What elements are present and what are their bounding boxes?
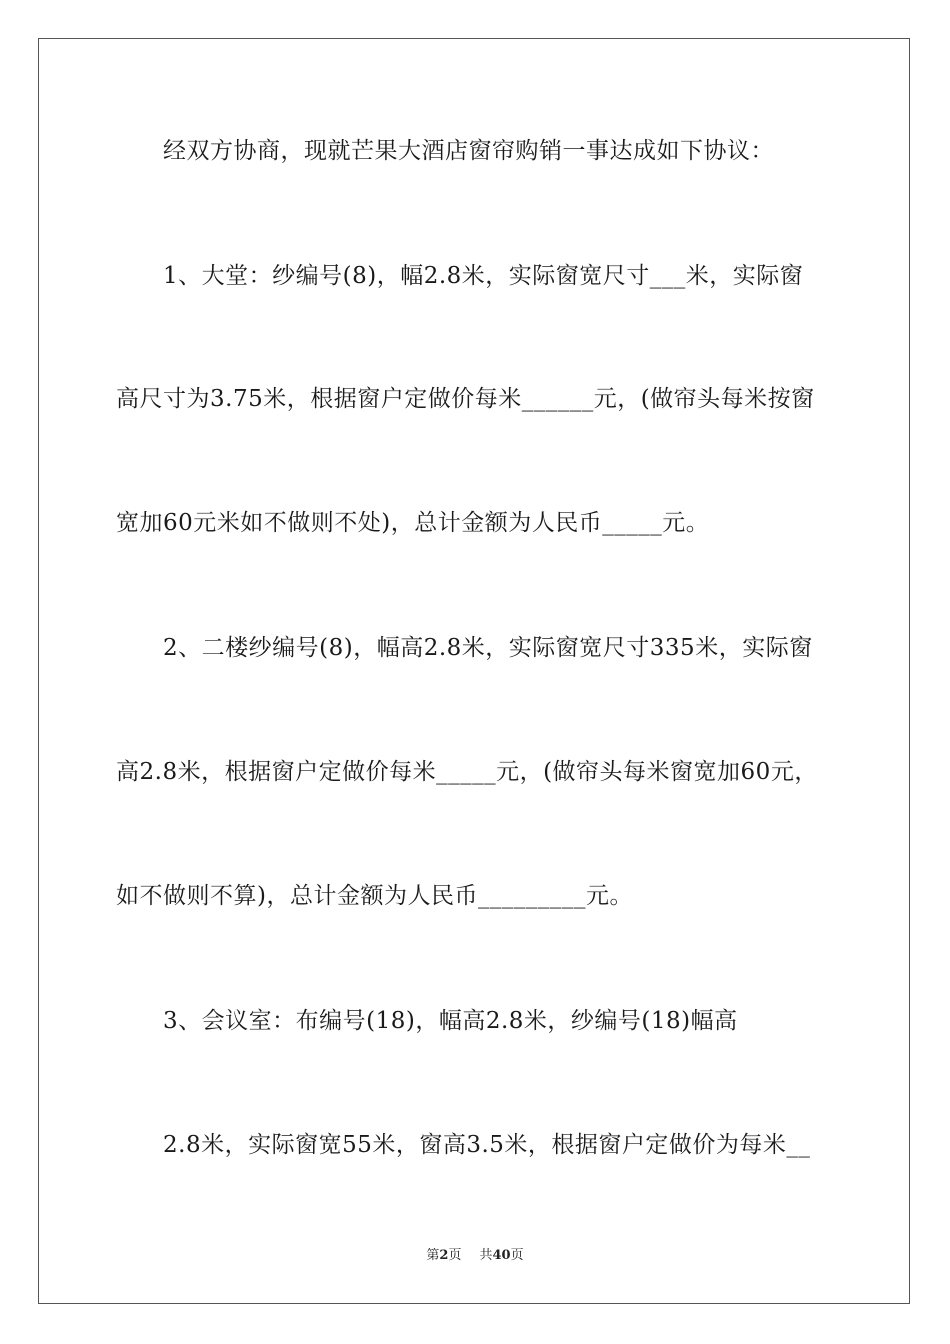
total-prefix: 共 bbox=[479, 1248, 493, 1263]
clause-1-line-3: 宽加60元米如不做则不处)，总计金额为人民币_____元。 bbox=[116, 510, 710, 536]
clause-3-line-2: 2.8米，实际窗宽55米，窗高3.5米，根据窗户定做价为每米__ bbox=[163, 1132, 811, 1158]
clause-2-line-3: 如不做则不算)，总计金额为人民币_________元。 bbox=[116, 883, 633, 909]
paragraph-intro: 经双方协商，现就芒果大酒店窗帘购销一事达成如下协议： bbox=[163, 138, 774, 164]
page-border bbox=[38, 38, 910, 1304]
page-prefix: 第 bbox=[426, 1248, 440, 1263]
clause-3-line-1: 3、会议室：布编号(18)，幅高2.8米，纱编号(18)幅高 bbox=[163, 1008, 738, 1034]
page-suffix: 页 bbox=[448, 1248, 462, 1263]
current-page-number: 2 bbox=[439, 1248, 449, 1263]
clause-2-line-1: 2、二楼纱编号(8)，幅高2.8米，实际窗宽尺寸335米，实际窗 bbox=[163, 635, 813, 661]
page-footer bbox=[0, 1247, 950, 1265]
total-suffix: 页 bbox=[510, 1248, 524, 1263]
clause-2-line-2: 高2.8米，根据窗户定做价每米_____元，(做帘头每米窗宽加60元， bbox=[116, 759, 818, 785]
total-pages-number: 40 bbox=[492, 1248, 511, 1263]
clause-1-line-2: 高尺寸为3.75米，根据窗户定做价每米______元，(做帘头每米按窗 bbox=[116, 386, 815, 412]
clause-1-line-1: 1、大堂：纱编号(8)，幅2.8米，实际窗宽尺寸___米，实际窗 bbox=[163, 263, 804, 289]
